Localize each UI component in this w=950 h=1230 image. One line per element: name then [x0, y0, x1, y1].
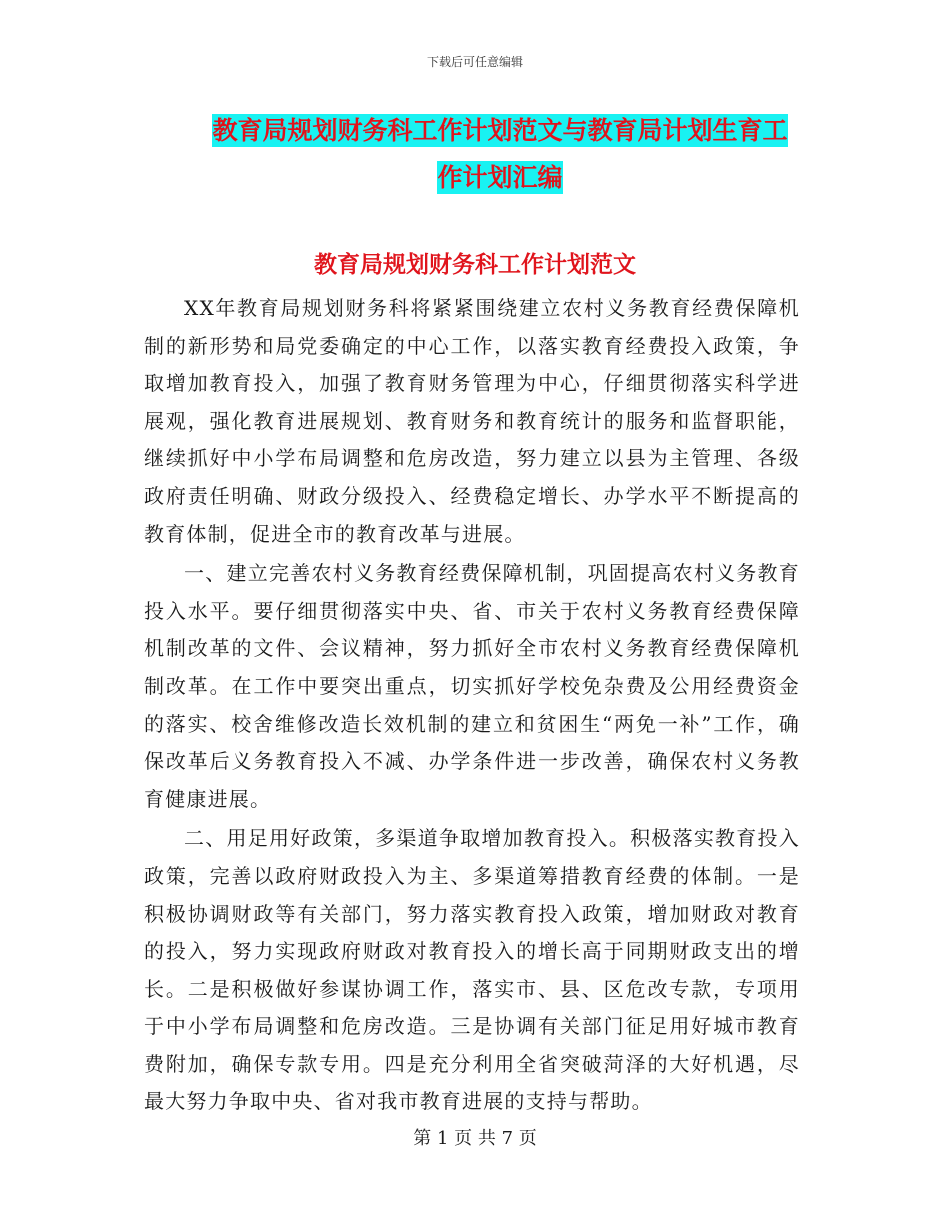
section-title: 教育局规划财务科工作计划范文 — [314, 252, 636, 278]
document-title-line-1: 教育局规划财务科工作计划范文与教育局计划生育工 — [212, 116, 788, 145]
paragraph-item-1: 一、建立完善农村义务教育经费保障机制，巩固提高农村义务教育投入水平。要仔细贯彻落实中央、省、市关于农村义务教育经费保障机制改革的文件、会议精神，努力抓好全市农村义务教育经费保障机制改革。在工作中要突出重点，切实抓好学校免杂费及公用经费资金的落实、校舍维修改造长效机制的建立和贫困生“两免一补”工作，确保改革后义务教育投入不减、办学条件进一步改善，确保农村义务教育健康进展。 — [144, 561, 800, 811]
paragraph-intro: XX年教育局规划财务科将紧紧围绕建立农村义务教育经费保障机制的新形势和局党委确定的中心工作，以落实教育经费投入政策，争取增加教育投入，加强了教育财务管理为中心，仔细贯彻落实科学进展观，强化教育进展规划、教育财务和教育统计的服务和监督职能，继续抓好中小学布局调整和危房改造，努力建立以县为主管理、各级政府责任明确、财政分级投入、经费稳定增长、办学水平不断提高的教育体制，促进全市的教育改革与进展。 — [144, 296, 800, 546]
document-title-line-2: 作计划汇编 — [437, 163, 563, 192]
document-title — [180, 107, 820, 201]
page-footer: 第 1 页 共 7 页 — [413, 1128, 537, 1149]
paragraph-item-2: 二、用足用好政策，多渠道争取增加教育投入。积极落实教育投入政策，完善以政府财政投入为主、多渠道筹措教育经费的体制。一是积极协调财政等有关部门，努力落实教育投入政策，增加财政对教育的投入，努力实现政府财政对教育投入的增长高于同期财政支出的增长。二是积极做好参谋协调工作，落实市、县、区危改专款，专项用于中小学布局调整和危房改造。三是协调有关部门征足用好城市教育费附加，确保专款专用。四是充分利用全省突破菏泽的大好机遇，尽最大努力争取中央、省对我市教育进展的支持与帮助。 — [144, 826, 800, 1114]
body-text — [144, 290, 800, 1121]
header-note: 下载后可任意编辑 — [426, 55, 523, 69]
